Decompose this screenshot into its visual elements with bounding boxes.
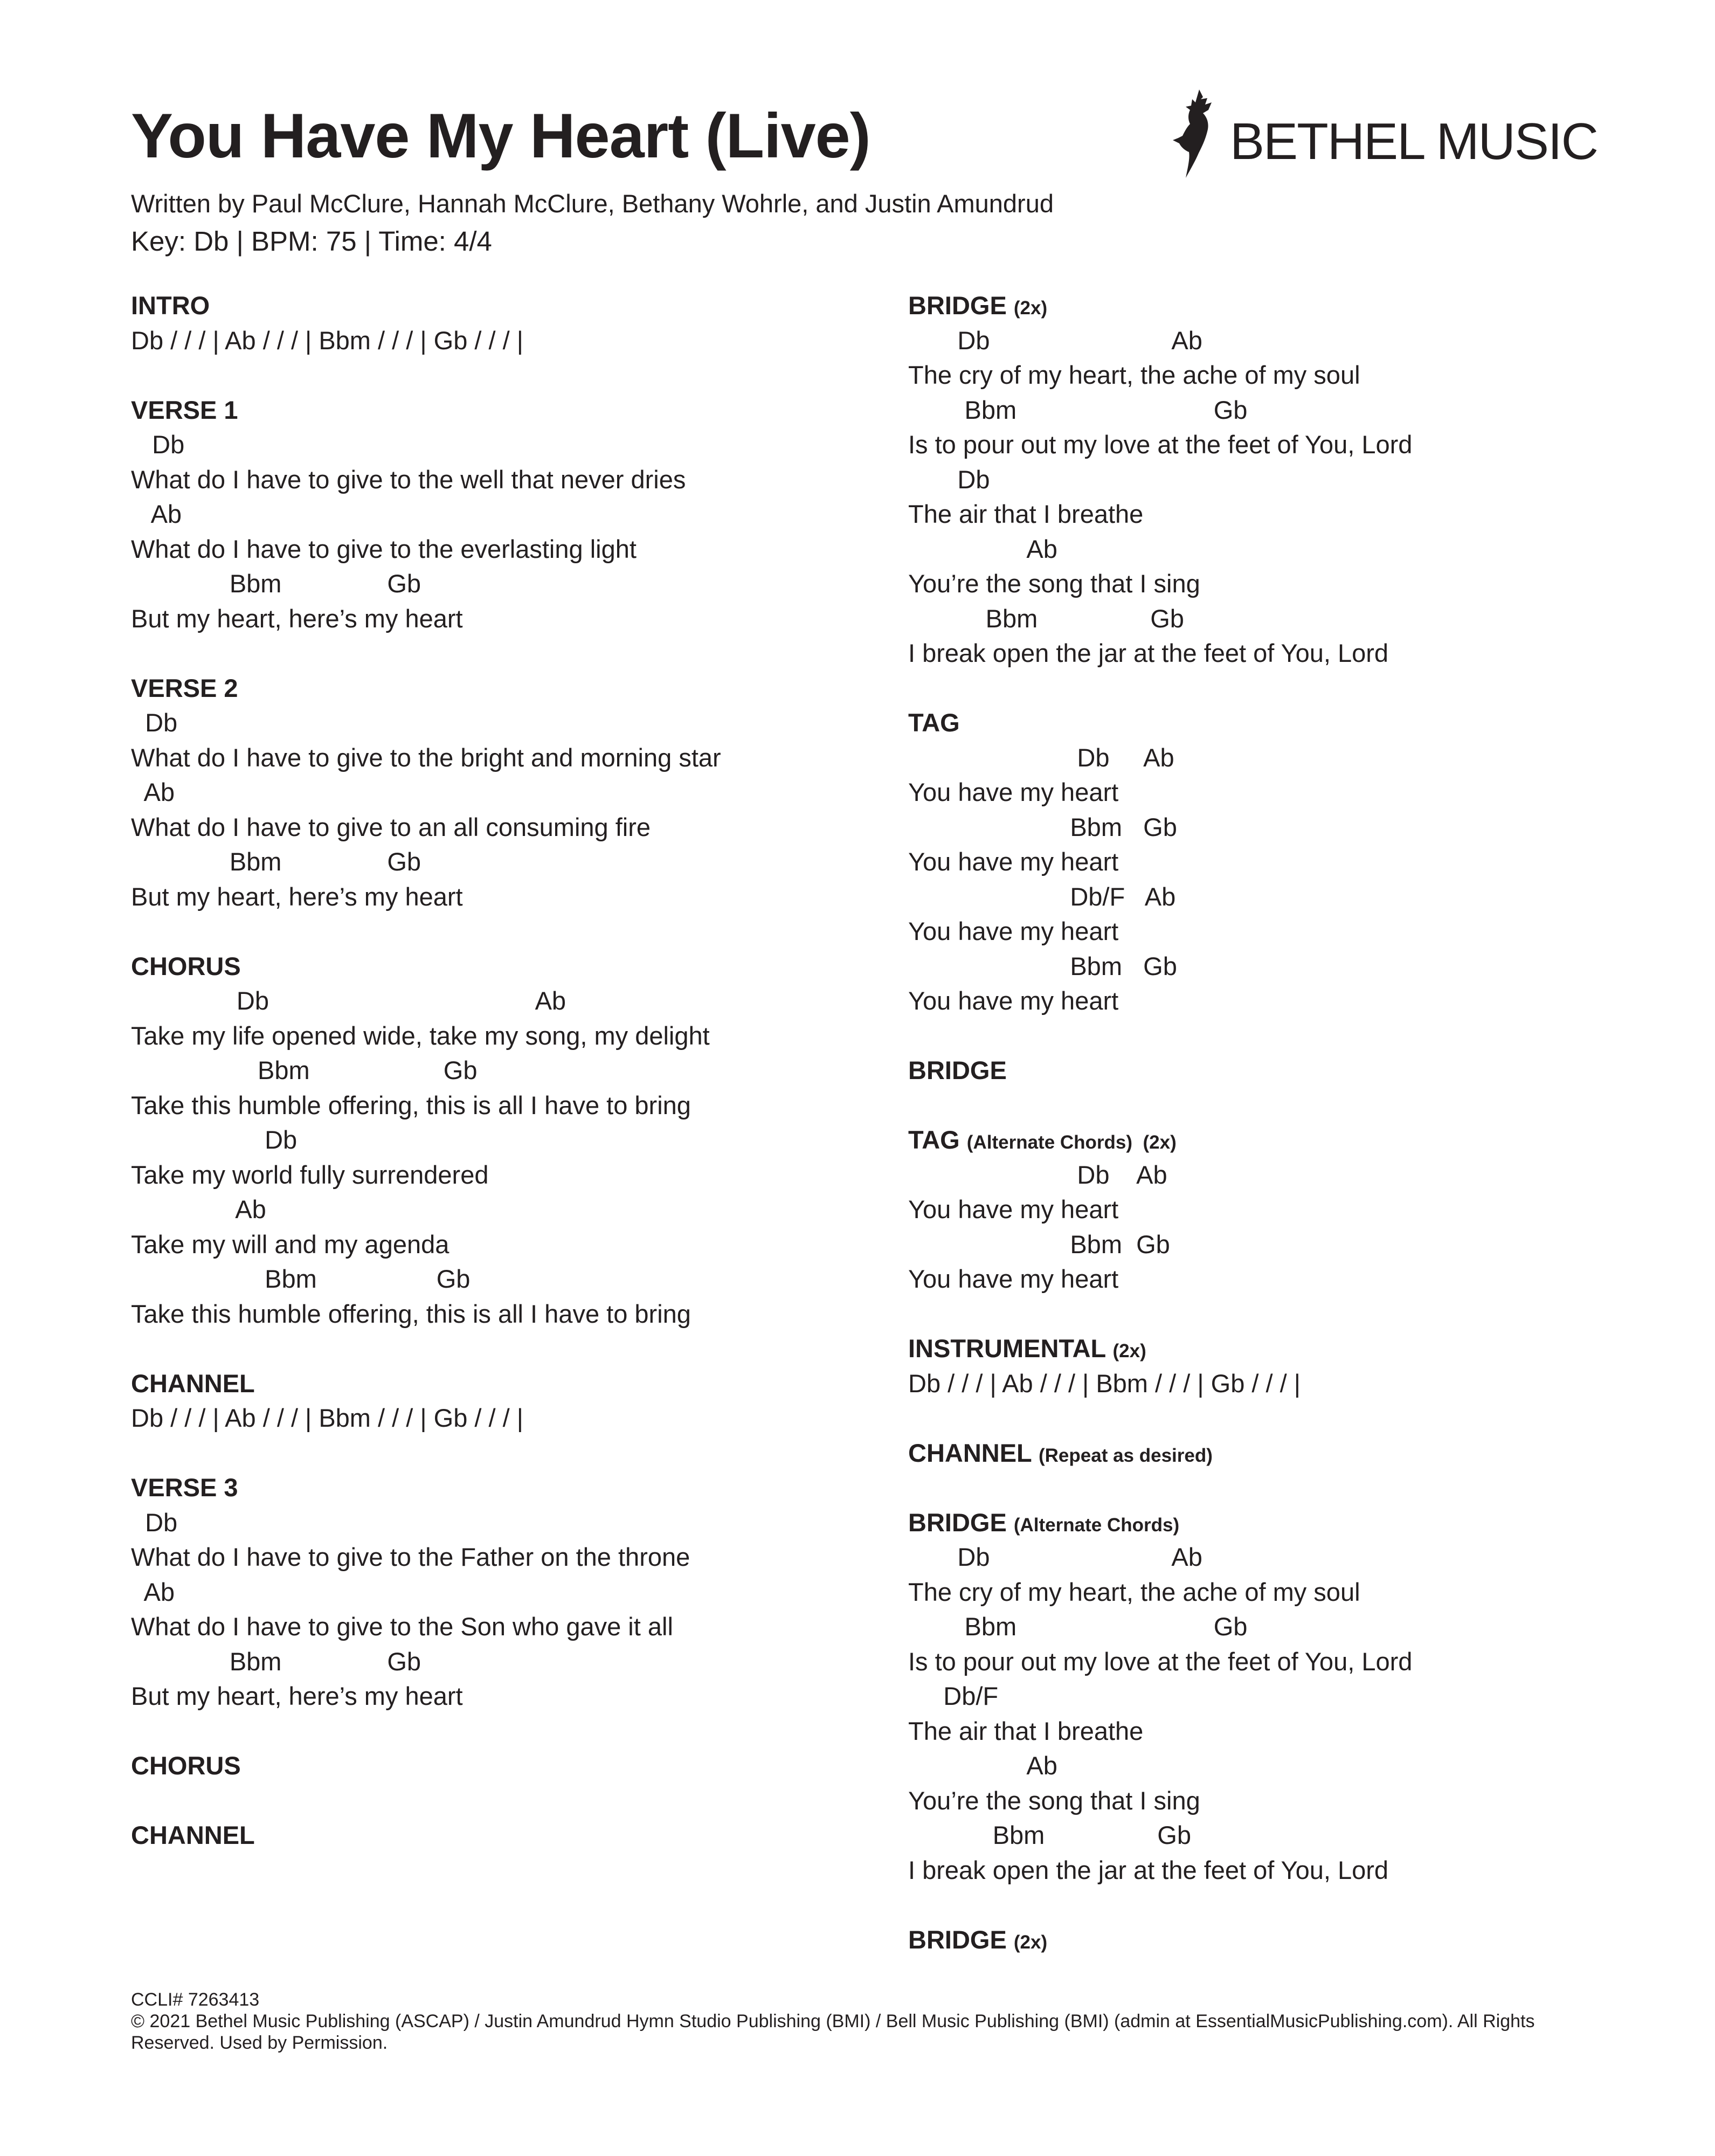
lyric-line: You’re the song that I sing xyxy=(908,1786,1200,1815)
lyric-line: But my heart, here’s my heart xyxy=(131,1682,463,1710)
chord-line: Ab xyxy=(908,534,1057,563)
song-title: You Have My Heart (Live) xyxy=(131,100,870,171)
section-heading xyxy=(908,1505,1412,1540)
section-heading-label: VERSE 3 xyxy=(131,1473,238,1502)
lyric-line: What do I have to give to the everlasting light xyxy=(131,534,637,563)
spacer xyxy=(131,1784,721,1819)
spacer xyxy=(131,1331,721,1366)
section-note: (2x) xyxy=(1013,1931,1048,1953)
lyric-line: Take this humble offering, this is all I have to bring xyxy=(131,1090,691,1120)
chord-line: Db Ab xyxy=(908,326,1202,355)
lyric-line: You have my heart xyxy=(908,1264,1119,1293)
stag-head-icon xyxy=(1170,86,1223,183)
chord-line: Ab xyxy=(131,500,182,528)
chord-line: Bbm Gb xyxy=(131,569,421,598)
chord-line: Bbm Gb xyxy=(908,951,1177,980)
section-heading xyxy=(131,949,721,984)
section-heading-label: INSTRUMENTAL xyxy=(908,1334,1106,1363)
section-heading xyxy=(908,1053,1412,1088)
right-column xyxy=(908,288,1412,1957)
section-heading-label: INTRO xyxy=(131,291,210,320)
copyright-notice: © 2021 Bethel Music Publishing (ASCAP) / Justin Amundrud Hymn Studio Publishing (BMI) / Bell Music Publishing (BMI) (admin at EssentialMusicPublishing.com). All Rights Reserved. Used by Permission. xyxy=(131,2011,1535,2053)
lyric-line: The air that I breathe xyxy=(908,1716,1144,1745)
section-heading xyxy=(131,1749,721,1784)
chord-line: Db/F Ab xyxy=(908,882,1176,911)
spacer xyxy=(908,1088,1412,1123)
chord-line: Bbm Gb xyxy=(131,1264,471,1293)
section-note: (2x) xyxy=(1112,1340,1146,1362)
lyric-line: What do I have to give to the bright and morning star xyxy=(131,743,721,772)
section-heading xyxy=(908,1331,1412,1366)
lyric-line: The air that I breathe xyxy=(908,500,1144,528)
section-heading-label: VERSE 2 xyxy=(131,673,238,702)
chord-line: Db / / / | Ab / / / | Bbm / / / | Gb / / / | xyxy=(908,1369,1301,1398)
section-heading-label: CHORUS xyxy=(131,1751,241,1780)
spacer xyxy=(908,1888,1412,1923)
lyric-line: What do I have to give to the well that never dries xyxy=(131,465,686,494)
lyric-line: The cry of my heart, the ache of my soul xyxy=(908,1577,1360,1606)
chord-line: Db Ab xyxy=(131,986,566,1015)
section-heading xyxy=(908,706,1412,741)
section-heading-label: BRIDGE xyxy=(908,1508,1007,1537)
chord-line: Bbm Gb xyxy=(908,1229,1170,1259)
spacer xyxy=(908,1401,1412,1436)
section-heading-label: BRIDGE xyxy=(908,291,1007,320)
spacer xyxy=(131,1714,721,1749)
chord-line: Db Ab xyxy=(908,1160,1167,1189)
section-heading-label: TAG xyxy=(908,708,960,737)
spacer xyxy=(131,914,721,949)
section-heading xyxy=(908,1123,1412,1158)
lyric-line: Take my life opened wide, take my song, my delight xyxy=(131,1021,710,1050)
lyric-line: Take my world fully surrendered xyxy=(131,1160,489,1189)
chord-line: Ab xyxy=(131,1577,175,1606)
chord-line: Bbm Gb xyxy=(131,1647,421,1676)
chord-line: Db xyxy=(131,708,178,737)
chord-line: Db/F xyxy=(908,1682,999,1710)
lyric-line: But my heart, here’s my heart xyxy=(131,604,463,633)
spacer xyxy=(908,1470,1412,1505)
spacer xyxy=(908,671,1412,706)
lyric-line: You have my heart xyxy=(908,847,1119,876)
chord-line: Db Ab xyxy=(908,1543,1202,1571)
section-heading xyxy=(131,1470,721,1505)
lyric-line: What do I have to give to the Father on the throne xyxy=(131,1543,690,1571)
chord-line: Db xyxy=(908,465,990,494)
chord-line: Bbm Gb xyxy=(908,812,1177,841)
footer xyxy=(131,1989,1586,2054)
section-heading-label: CHANNEL xyxy=(131,1369,255,1398)
lyric-line: You’re the song that I sing xyxy=(908,569,1200,598)
chord-line: Db / / / | Ab / / / | Bbm / / / | Gb / / / | xyxy=(131,326,523,355)
lyric-line: You have my heart xyxy=(908,1195,1119,1224)
chord-line: Ab xyxy=(908,1751,1057,1780)
section-heading xyxy=(908,288,1412,323)
chord-line: Db Ab xyxy=(908,743,1174,772)
section-heading xyxy=(131,1366,721,1401)
chord-line: Bbm Gb xyxy=(908,1612,1248,1641)
lyric-line: But my heart, here’s my heart xyxy=(131,882,463,911)
lyric-line: I break open the jar at the feet of You, Lord xyxy=(908,639,1389,667)
lyric-line: The cry of my heart, the ache of my soul xyxy=(908,361,1360,389)
section-heading-label: CHANNEL xyxy=(131,1821,255,1849)
spacer xyxy=(131,358,721,393)
bethel-music-logo xyxy=(1170,86,1598,183)
song-key-tempo-time: Key: Db | BPM: 75 | Time: 4/4 xyxy=(131,226,492,257)
chord-line: Ab xyxy=(131,778,175,806)
chord-line: Ab xyxy=(131,1195,266,1224)
chord-line: Bbm Gb xyxy=(908,604,1184,633)
lyric-line: You have my heart xyxy=(908,778,1119,806)
chord-line: Db / / / | Ab / / / | Bbm / / / | Gb / / / | xyxy=(131,1404,523,1432)
section-note: (Alternate Chords) xyxy=(1013,1514,1180,1536)
lyric-line: Take this humble offering, this is all I have to bring xyxy=(131,1299,691,1328)
section-heading xyxy=(908,1436,1412,1471)
lyric-line: Is to pour out my love at the feet of You, Lord xyxy=(908,430,1413,459)
section-note: (2x) xyxy=(1013,298,1048,319)
section-heading xyxy=(131,393,721,428)
section-heading-label: BRIDGE xyxy=(908,1925,1007,1954)
lyric-line: You have my heart xyxy=(908,917,1119,945)
section-heading xyxy=(908,1923,1412,1958)
section-heading-label: TAG xyxy=(908,1125,960,1154)
section-heading-label: VERSE 1 xyxy=(131,395,238,424)
section-heading-label: BRIDGE xyxy=(908,1056,1007,1084)
spacer xyxy=(908,1019,1412,1054)
spacer xyxy=(908,1297,1412,1332)
spacer xyxy=(131,1436,721,1471)
section-heading-label: CHANNEL xyxy=(908,1438,1032,1467)
chord-line: Bbm Gb xyxy=(131,1056,478,1084)
songwriter-credits: Written by Paul McClure, Hannah McClure, Bethany Wohrle, and Justin Amundrud xyxy=(131,189,1054,218)
chord-line: Db xyxy=(131,1125,298,1154)
logo-wordmark: BETHEL MUSIC xyxy=(1230,113,1598,170)
lyric-line: What do I have to give to an all consuming fire xyxy=(131,812,651,841)
chord-line: Db xyxy=(131,1508,178,1537)
chord-line: Db xyxy=(131,430,185,459)
chord-line: Bbm Gb xyxy=(908,395,1248,424)
ccli-number: CCLI# 7263413 xyxy=(131,1989,260,2010)
lyric-line: I break open the jar at the feet of You, Lord xyxy=(908,1855,1389,1884)
spacer xyxy=(131,636,721,671)
lyric-line: You have my heart xyxy=(908,986,1119,1015)
section-heading xyxy=(131,1818,721,1853)
section-heading xyxy=(131,671,721,706)
section-note: (Alternate Chords) (2x) xyxy=(966,1132,1177,1153)
chord-line: Bbm Gb xyxy=(908,1821,1191,1849)
left-column xyxy=(131,288,721,1853)
section-heading xyxy=(131,288,721,323)
chord-line: Bbm Gb xyxy=(131,847,421,876)
lyric-line: Is to pour out my love at the feet of You, Lord xyxy=(908,1647,1413,1676)
lyric-line: What do I have to give to the Son who gave it all xyxy=(131,1612,673,1641)
section-note: (Repeat as desired) xyxy=(1038,1445,1213,1466)
lyric-line: Take my will and my agenda xyxy=(131,1229,450,1259)
section-heading-label: CHORUS xyxy=(131,951,241,980)
